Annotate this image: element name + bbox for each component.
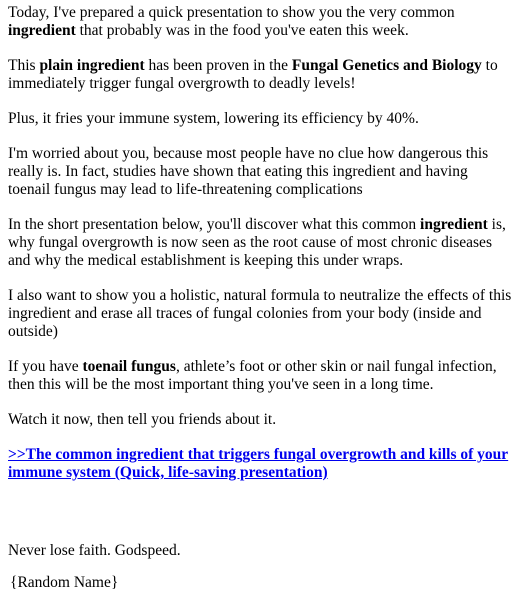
signoff: Never lose faith. Godspeed. — [8, 542, 181, 559]
emphasis-journal: Fungal Genetics and Biology — [291, 57, 482, 74]
paragraph-formula: I also want to show you a holistic, natural formula to neutralize the effects of this ingredient and erase all traces of fungal colonies from your body (inside and outside) — [8, 287, 512, 340]
paragraph-presentation: In the short presentation below, you'll discover what this common ingredient is, why fungal overgrowth is now seen as the root cause of most chronic diseases and why the medical establishment is keeping this under wraps. — [8, 216, 506, 269]
paragraph-toenail: If you have toenail fungus, athlete’s foot or other skin or nail fungal infection, then this will be the most important thing you've seen in a long time. — [8, 358, 497, 393]
paragraph-worry: I'm worried about you, because most people have no clue how dangerous this really is. In fact, studies have shown that eating this ingredient and having toenail fungus may lead to life-threatening complications — [8, 145, 489, 198]
presentation-link[interactable]: >>The common ingredient that triggers fungal overgrowth and kills of your immune system (Quick, life-saving presentation) — [8, 446, 509, 481]
paragraph-intro: Today, I've prepared a quick presentation to show you the very common ingredient that probably was in the food you've eaten this week. — [8, 4, 455, 39]
sender-name: {Random Name} — [10, 574, 119, 591]
emphasis-plain-ingredient: plain ingredient — [39, 57, 145, 74]
paragraph-watch: Watch it now, then tell you friends about it. — [8, 411, 277, 428]
emphasis-ingredient: ingredient — [8, 22, 76, 39]
emphasis-ingredient-2: ingredient — [420, 216, 488, 233]
cta-paragraph — [8, 446, 512, 482]
paragraph-immune: Plus, it fries your immune system, lowering its efficiency by 40%. — [8, 110, 419, 127]
paragraph-claim: This plain ingredient has been proven in the Fungal Genetics and Biology to immediately trigger fungal overgrowth to deadly levels! — [8, 57, 498, 92]
spacer — [8, 499, 512, 542]
emphasis-toenail-fungus: toenail fungus — [82, 358, 176, 375]
